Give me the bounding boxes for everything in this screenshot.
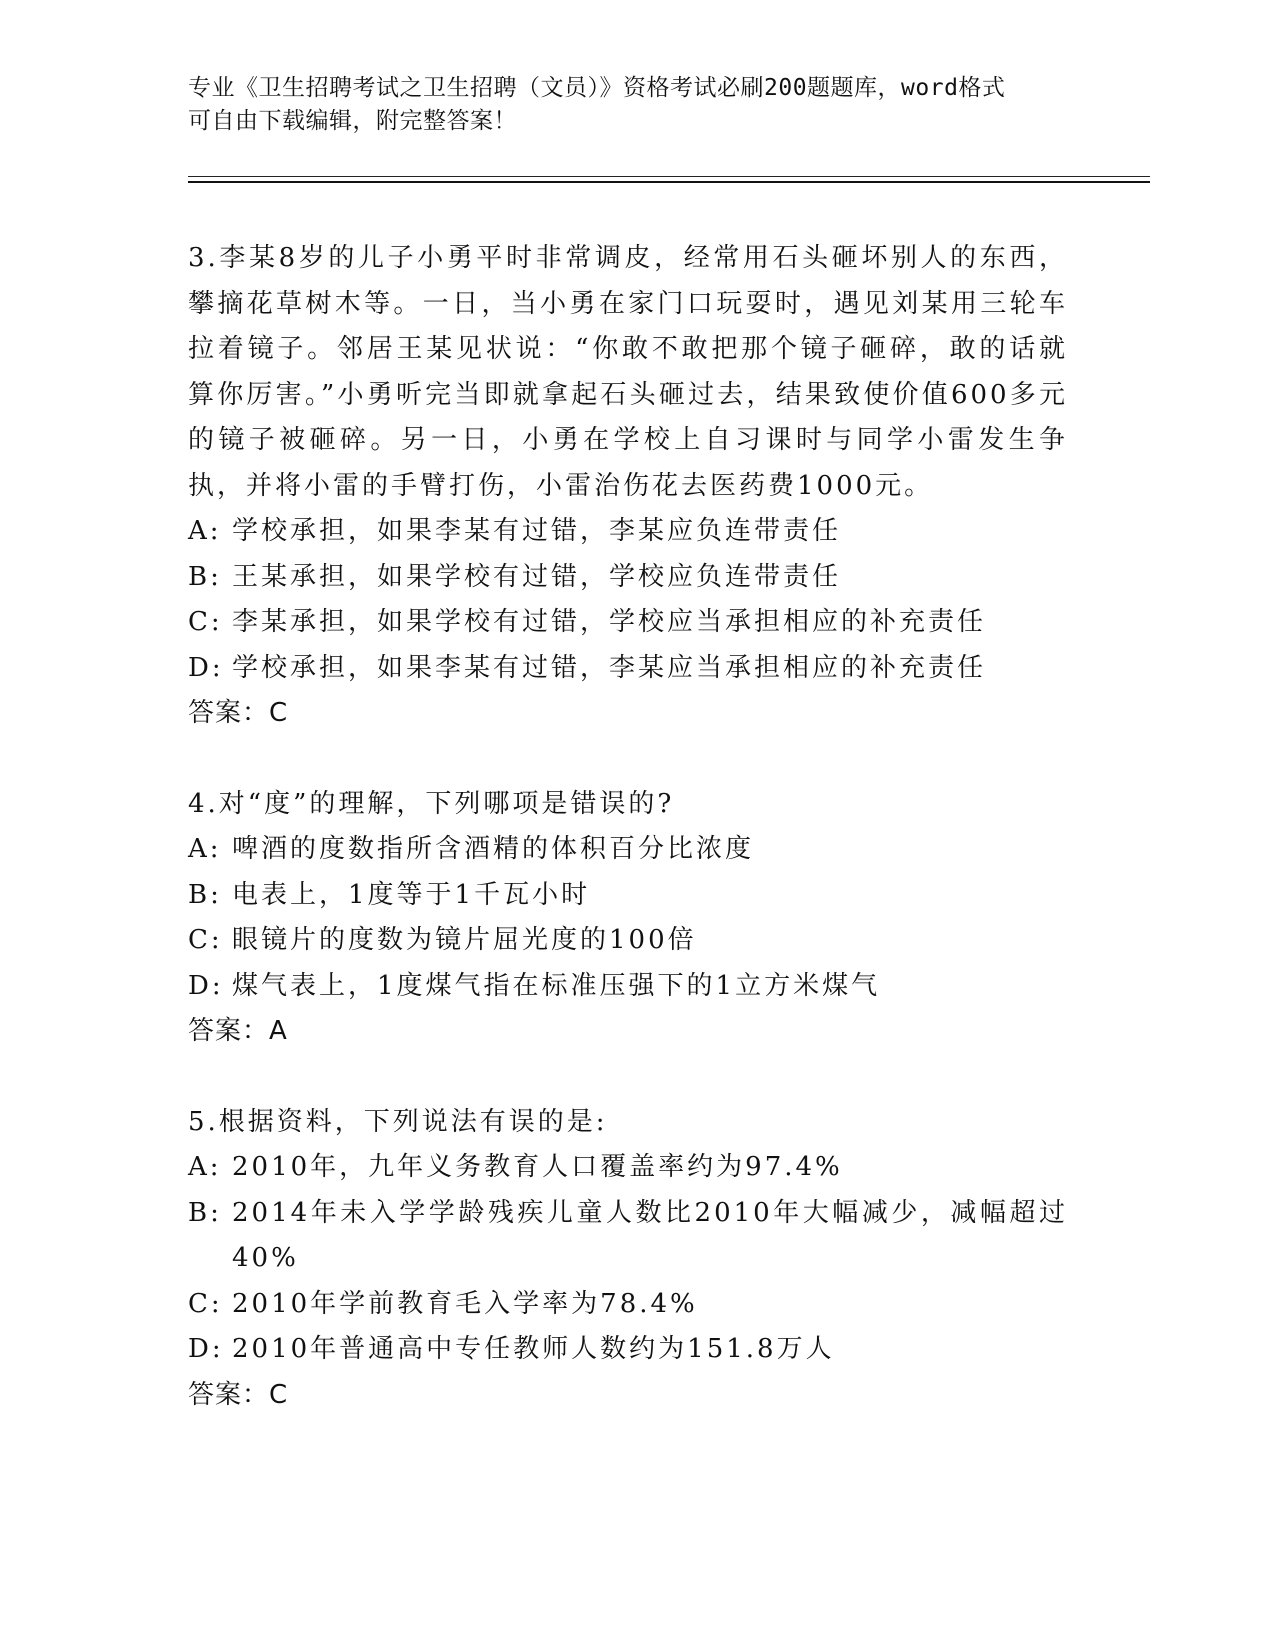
option-a bbox=[188, 827, 1068, 873]
option-c bbox=[188, 918, 1068, 964]
option-text: 2010年，九年义务教育人口覆盖率约为97.4% bbox=[232, 1152, 843, 1182]
option-d bbox=[188, 964, 1068, 1010]
answer: 答案：C bbox=[188, 1379, 289, 1410]
option-text: 2014年未入学学龄残疾儿童人数比2010年大幅减少，减幅超过40% bbox=[232, 1197, 1068, 1273]
option-c bbox=[188, 1282, 1068, 1328]
question-list bbox=[188, 236, 1068, 1463]
option-text: 李某承担，如果学校有过错，学校应当承担相应的补充责任 bbox=[232, 607, 987, 637]
option-text: 王某承担，如果学校有过错，学校应负连带责任 bbox=[232, 561, 842, 592]
question-stem: 5.根据资料，下列说法有误的是: bbox=[188, 1106, 608, 1137]
question-stem: 3.李某8岁的儿子小勇平时非常调皮，经常用石头砸坏别人的东西，攀摘花草树木等。一日，当小勇在家门口玩耍时，遇见刘某用三轮车拉着镜子。邻居王某见状说：“你敢不敢把那个镜子砸碎，敢的话就算你厉害。”小勇听完当即就拿起石头砸过去，结果致使价值600多元的镜子被砸碎。另一日，小勇在学校上自习课时与同学小雷发生争执，并将小雷的手臂打伤，小雷治伤花去医药费1000元。 bbox=[188, 243, 1068, 501]
answer: 答案：C bbox=[188, 698, 289, 728]
option-text: 啤酒的度数指所含酒精的体积百分比浓度 bbox=[232, 834, 755, 864]
option-letter: D: bbox=[188, 970, 224, 1001]
option-letter: B: bbox=[188, 561, 222, 592]
option-b bbox=[188, 555, 1068, 601]
option-text: 学校承担，如果李某有过错，李某应当承担相应的补充责任 bbox=[232, 652, 987, 683]
question-5 bbox=[188, 1100, 1068, 1419]
option-a bbox=[188, 509, 1068, 555]
header-divider-thin bbox=[188, 176, 1150, 177]
option-text: 学校承担，如果李某有过错，李某应负连带责任 bbox=[232, 516, 842, 546]
header-line-2: 可自由下载编辑，附完整答案！ bbox=[188, 108, 517, 134]
option-d bbox=[188, 646, 1068, 692]
option-text: 2010年学前教育毛入学率为78.4% bbox=[232, 1288, 698, 1319]
option-a bbox=[188, 1145, 1068, 1191]
question-3 bbox=[188, 236, 1068, 737]
option-text: 煤气表上，1度煤气指在标准压强下的1立方米煤气 bbox=[232, 970, 881, 1001]
option-letter: A: bbox=[188, 834, 222, 864]
option-text: 2010年普通高中专任教师人数约为151.8万人 bbox=[232, 1334, 835, 1364]
option-letter: B: bbox=[188, 1197, 222, 1228]
document-header bbox=[188, 72, 1068, 138]
option-letter: B: bbox=[188, 879, 222, 910]
header-divider-thick bbox=[188, 181, 1150, 183]
answer: 答案：A bbox=[188, 1016, 288, 1046]
option-b bbox=[188, 873, 1068, 919]
option-letter: D: bbox=[188, 652, 224, 683]
option-letter: D: bbox=[188, 1334, 224, 1364]
option-letter: C: bbox=[188, 607, 223, 637]
option-d bbox=[188, 1327, 1068, 1373]
option-letter: C: bbox=[188, 1288, 223, 1319]
option-text: 眼镜片的度数为镜片屈光度的100倍 bbox=[232, 925, 697, 955]
option-letter: C: bbox=[188, 925, 223, 955]
question-4 bbox=[188, 782, 1068, 1055]
header-line-1: 专业《卫生招聘考试之卫生招聘（文员）》资格考试必刷200题题库，word格式 bbox=[188, 75, 1006, 101]
option-text: 电表上，1度等于1千瓦小时 bbox=[232, 879, 591, 910]
option-letter: A: bbox=[188, 1152, 222, 1182]
option-letter: A: bbox=[188, 516, 222, 546]
option-c bbox=[188, 600, 1068, 646]
option-b bbox=[188, 1191, 1068, 1282]
question-stem: 4.对“度”的理解，下列哪项是错误的? bbox=[188, 788, 675, 819]
